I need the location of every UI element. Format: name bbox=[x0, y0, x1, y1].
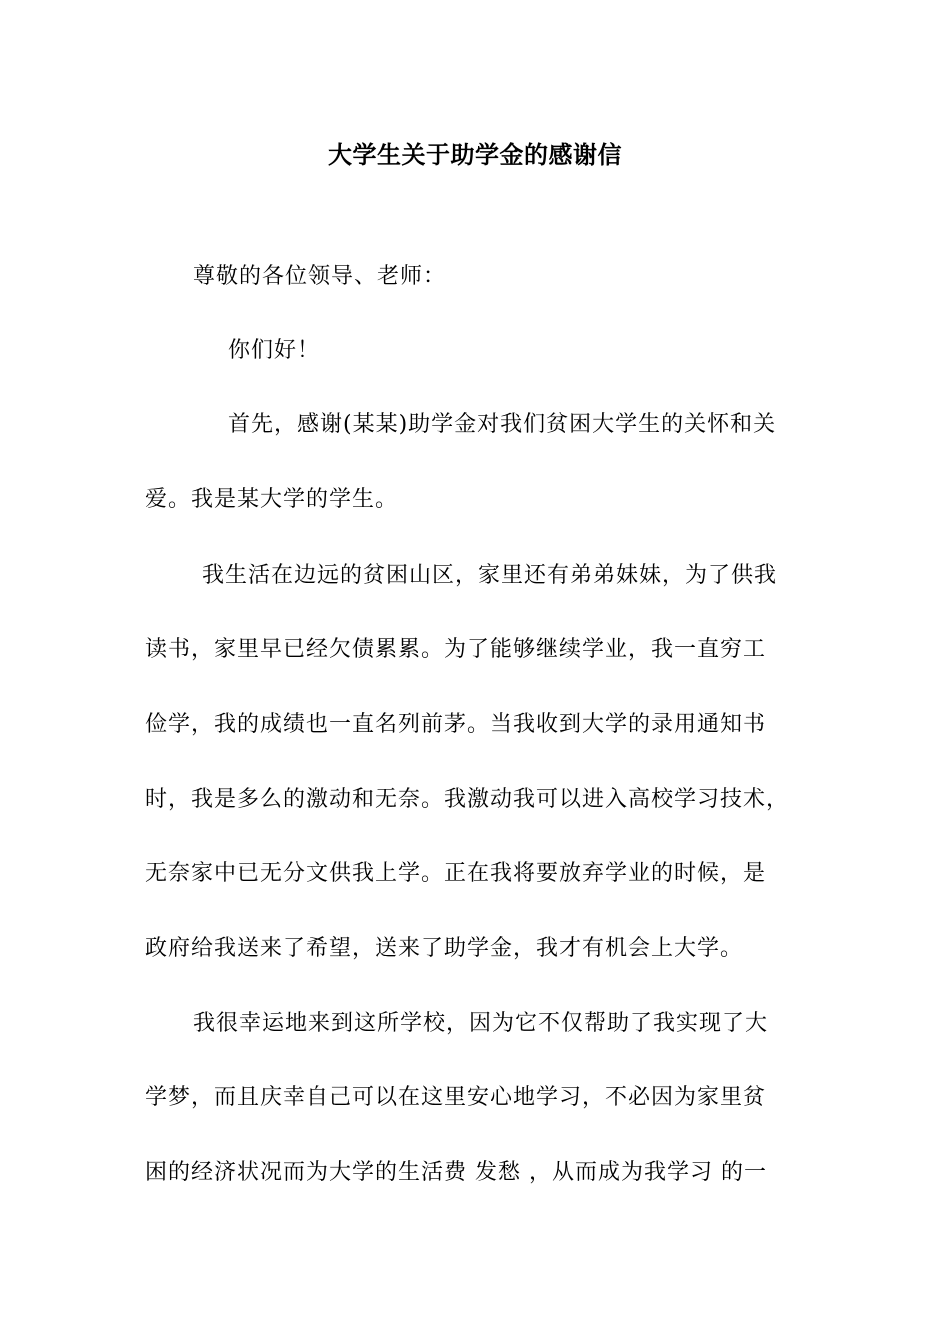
greeting-line: 你们好！ bbox=[228, 338, 321, 363]
paragraph-line: 首先，感谢(某某)助学金对我们贫困大学生的关怀和关 bbox=[228, 412, 777, 437]
document-title: 大学生关于助学金的感谢信 bbox=[328, 140, 622, 169]
paragraph-line: 爱。我是某大学的学生。 bbox=[145, 487, 399, 512]
paragraph-line: 困的经济状况而为大学的生活费 发愁 ，从而成为我学习 的一 bbox=[145, 1160, 767, 1185]
paragraph-line: 读书，家里早已经欠债累累。为了能够继续学业，我一直穷工 bbox=[145, 637, 767, 662]
paragraph-line: 时，我是多么的激动和无奈。我激动我可以进入高校学习技术， bbox=[145, 787, 790, 812]
paragraph-line: 俭学，我的成绩也一直名列前茅。当我收到大学的录用通知书 bbox=[145, 712, 767, 737]
salutation-line: 尊敬的各位领导、老师： bbox=[193, 264, 447, 289]
paragraph-line: 我生活在边远的贫困山区，家里还有弟弟妹妹，为了供我 bbox=[202, 563, 778, 588]
paragraph-line: 政府给我送来了希望，送来了助学金，我才有机会上大学。 bbox=[145, 936, 744, 961]
paragraph-line: 学梦，而且庆幸自己可以在这里安心地学习，不必因为家里贫 bbox=[145, 1085, 767, 1110]
paragraph-line: 无奈家中已无分文供我上学。正在我将要放弃学业的时候，是 bbox=[145, 861, 767, 886]
paragraph-line: 我很幸运地来到这所学校，因为它不仅帮助了我实现了大 bbox=[193, 1011, 769, 1036]
